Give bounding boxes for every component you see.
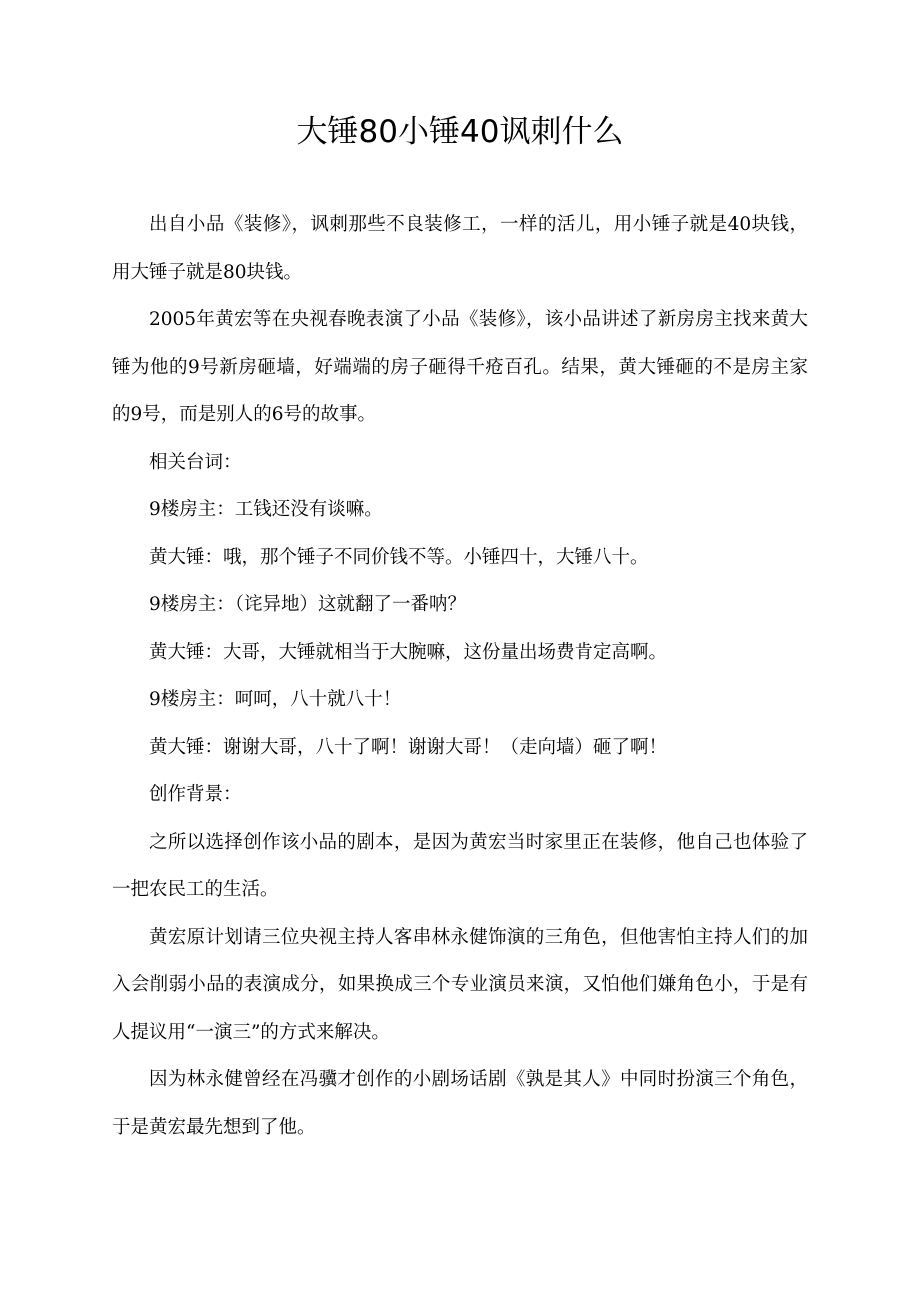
paragraph-dialogue-line: 黄大锤：哦，那个锤子不同价钱不等。小锤四十，大锤八十。 <box>149 546 649 568</box>
paragraph-creation-heading: 创作背景： <box>149 784 242 805</box>
document-body <box>112 201 808 1151</box>
paragraph-creation-reason: 之所以选择创作该小品的剧本，是因为黄宏当时家里正在装修，他自己也体验了一把农民工的生活。 <box>112 831 808 900</box>
paragraph-background-story: 2005年黄宏等在央视春晚表演了小品《装修》，该小品讲述了新房房主找来黄大锤为他的9号新房砸墙，好端端的房子砸得千疮百孔。结果，黄大锤砸的不是房主家的9号，而是别人的6号的故事。 <box>112 309 808 425</box>
paragraph-dialogue-line: 9楼房主：工钱还没有谈嘛。 <box>149 499 383 520</box>
paragraph-casting-plan: 黄宏原计划请三位央视主持人客串林永健饰演的三角色，但他害怕主持人们的加入会削弱小品的表演成分，如果换成三个专业演员来演，又怕他们嫌角色小，于是有人提议用“一演三”的方式来解决。 <box>112 926 808 1043</box>
paragraph-intro: 出自小品《装修》，讽刺那些不良装修工，一样的活儿，用小锤子就是40块钱，用大锤子就是80块钱。 <box>112 214 808 283</box>
paragraph-dialogue-line: 黄大锤：大哥，大锤就相当于大腕嘛，这份量出场费肯定高啊。 <box>149 641 668 663</box>
paragraph-casting-choice: 因为林永健曾经在冯骥才创作的小剧场话剧《孰是其人》中同时扮演三个角色，于是黄宏最先想到了他。 <box>112 1069 808 1138</box>
paragraph-dialogue-line: 黄大锤：谢谢大哥，八十了啊！谢谢大哥！（走向墙）砸了啊！ <box>149 736 668 758</box>
paragraph-dialogue-heading: 相关台词： <box>149 451 242 473</box>
paragraph-dialogue-line: 9楼房主：（诧异地）这就翻了一番呐？ <box>149 594 467 615</box>
document-title: 大锤80小锤40讽刺什么 <box>296 114 624 150</box>
paragraph-dialogue-line: 9楼房主：呵呵，八十就八十！ <box>149 689 402 710</box>
